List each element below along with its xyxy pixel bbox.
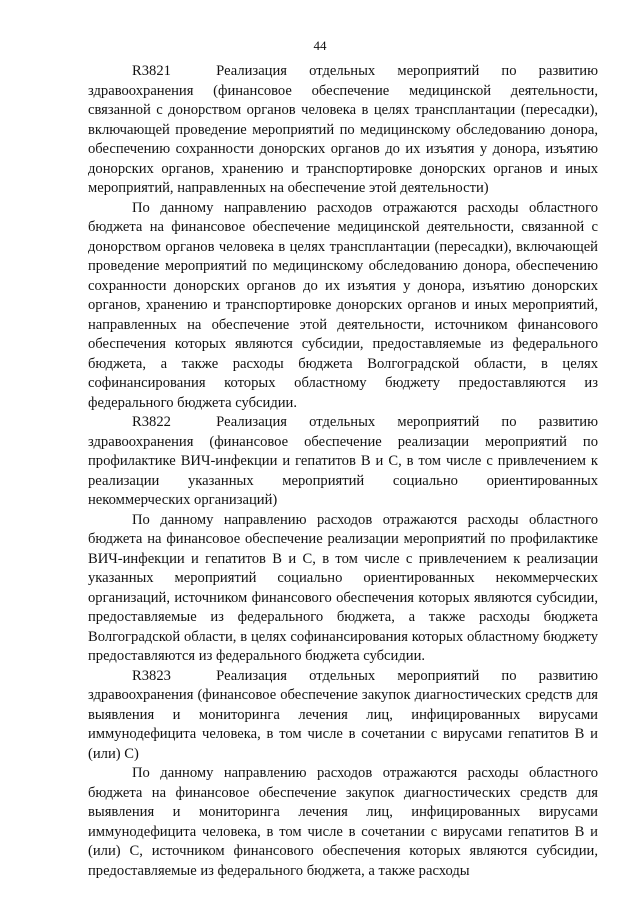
expense-code: R3822: [132, 414, 171, 430]
section-title: Реализация отдельных мероприятий по развитию здравоохранения (финансовое обеспечение реализации мероприятий по профилактике ВИЧ-инфекции и гепатитов B и C, в том числе с привлечением к реализации указанных мероприятий социально ориентированных некоммерческих организаций): [88, 414, 599, 508]
section-heading-r3821: [88, 62, 598, 199]
document-body: [88, 62, 598, 881]
expense-code: R3821: [132, 63, 171, 79]
section-heading-r3823: [88, 667, 598, 765]
section-paragraph-r3822: По данному направлению расходов отражаются расходы областного бюджета на финансовое обеспечение реализации мероприятий по профилактике ВИЧ-инфекции и гепатитов B и C, в том числе с привлечением к реализации указанных мероприятий социально ориентированных некоммерческих организаций, источником финансового обеспечения которых являются субсидии, предоставляемые из федерального бюджета, а также расходы бюджета Волгоградской области, в целях софинансирования которых областному бюджету предоставляются из федерального бюджета субсидии.: [88, 511, 598, 664]
page-number: 44: [313, 38, 327, 53]
expense-code: R3823: [132, 667, 171, 684]
section-heading-r3822: [88, 413, 598, 511]
section-title: Реализация отдельных мероприятий по развитию здравоохранения (финансовое обеспечение медицинской деятельности, связанной с донорством органов человека в целях трансплантации (пересадки), включающей проведение мероприятий по медицинскому обследованию донора, обеспечению сохранности донорских органов до их изъятия у донора, изъятию донорских органов, хранению и транспортировке донорских органов и иных мероприятий, направленных на обеспечение этой деятельности): [88, 63, 599, 196]
section-paragraph-r3823: По данному направлению расходов отражаются расходы областного бюджета на финансовое обеспечение закупок диагностических средств для выявления и мониторинга лечения лиц, инфицированных вирусами иммунодефицита человека, в том числе в сочетании с вирусами гепатитов B и (или) C, источником финансового обеспечения которых являются субсидии, предоставляемые из федерального бюджета, а также расходы: [88, 765, 598, 879]
section-title: Реализация отдельных мероприятий по развитию здравоохранения (финансовое обеспечение закупок диагностических средств для выявления и мониторинга лечения лиц, инфицированных вирусами иммунодефицита человека, в том числе в сочетании с вирусами гепатитов B и (или) C): [88, 667, 599, 762]
section-paragraph-r3821: По данному направлению расходов отражаются расходы областного бюджета на финансовое обеспечение медицинской деятельности, связанной с донорством органов человека в целях трансплантации (пересадки), включающей проведение мероприятий по медицинскому обследованию донора, обеспечению сохранности донорских органов до их изъятия у донора, изъятию донорских органов, хранению и транспортировке донорских органов и иных мероприятий, направленных на обеспечение этой деятельности, источником финансового обеспечения которых являются субсидии, предоставляемые из федерального бюджета, а также расходы бюджета Волгоградской области, в целях софинансирования которых областному бюджету предоставляются из федерального бюджета субсидии.: [88, 199, 598, 411]
